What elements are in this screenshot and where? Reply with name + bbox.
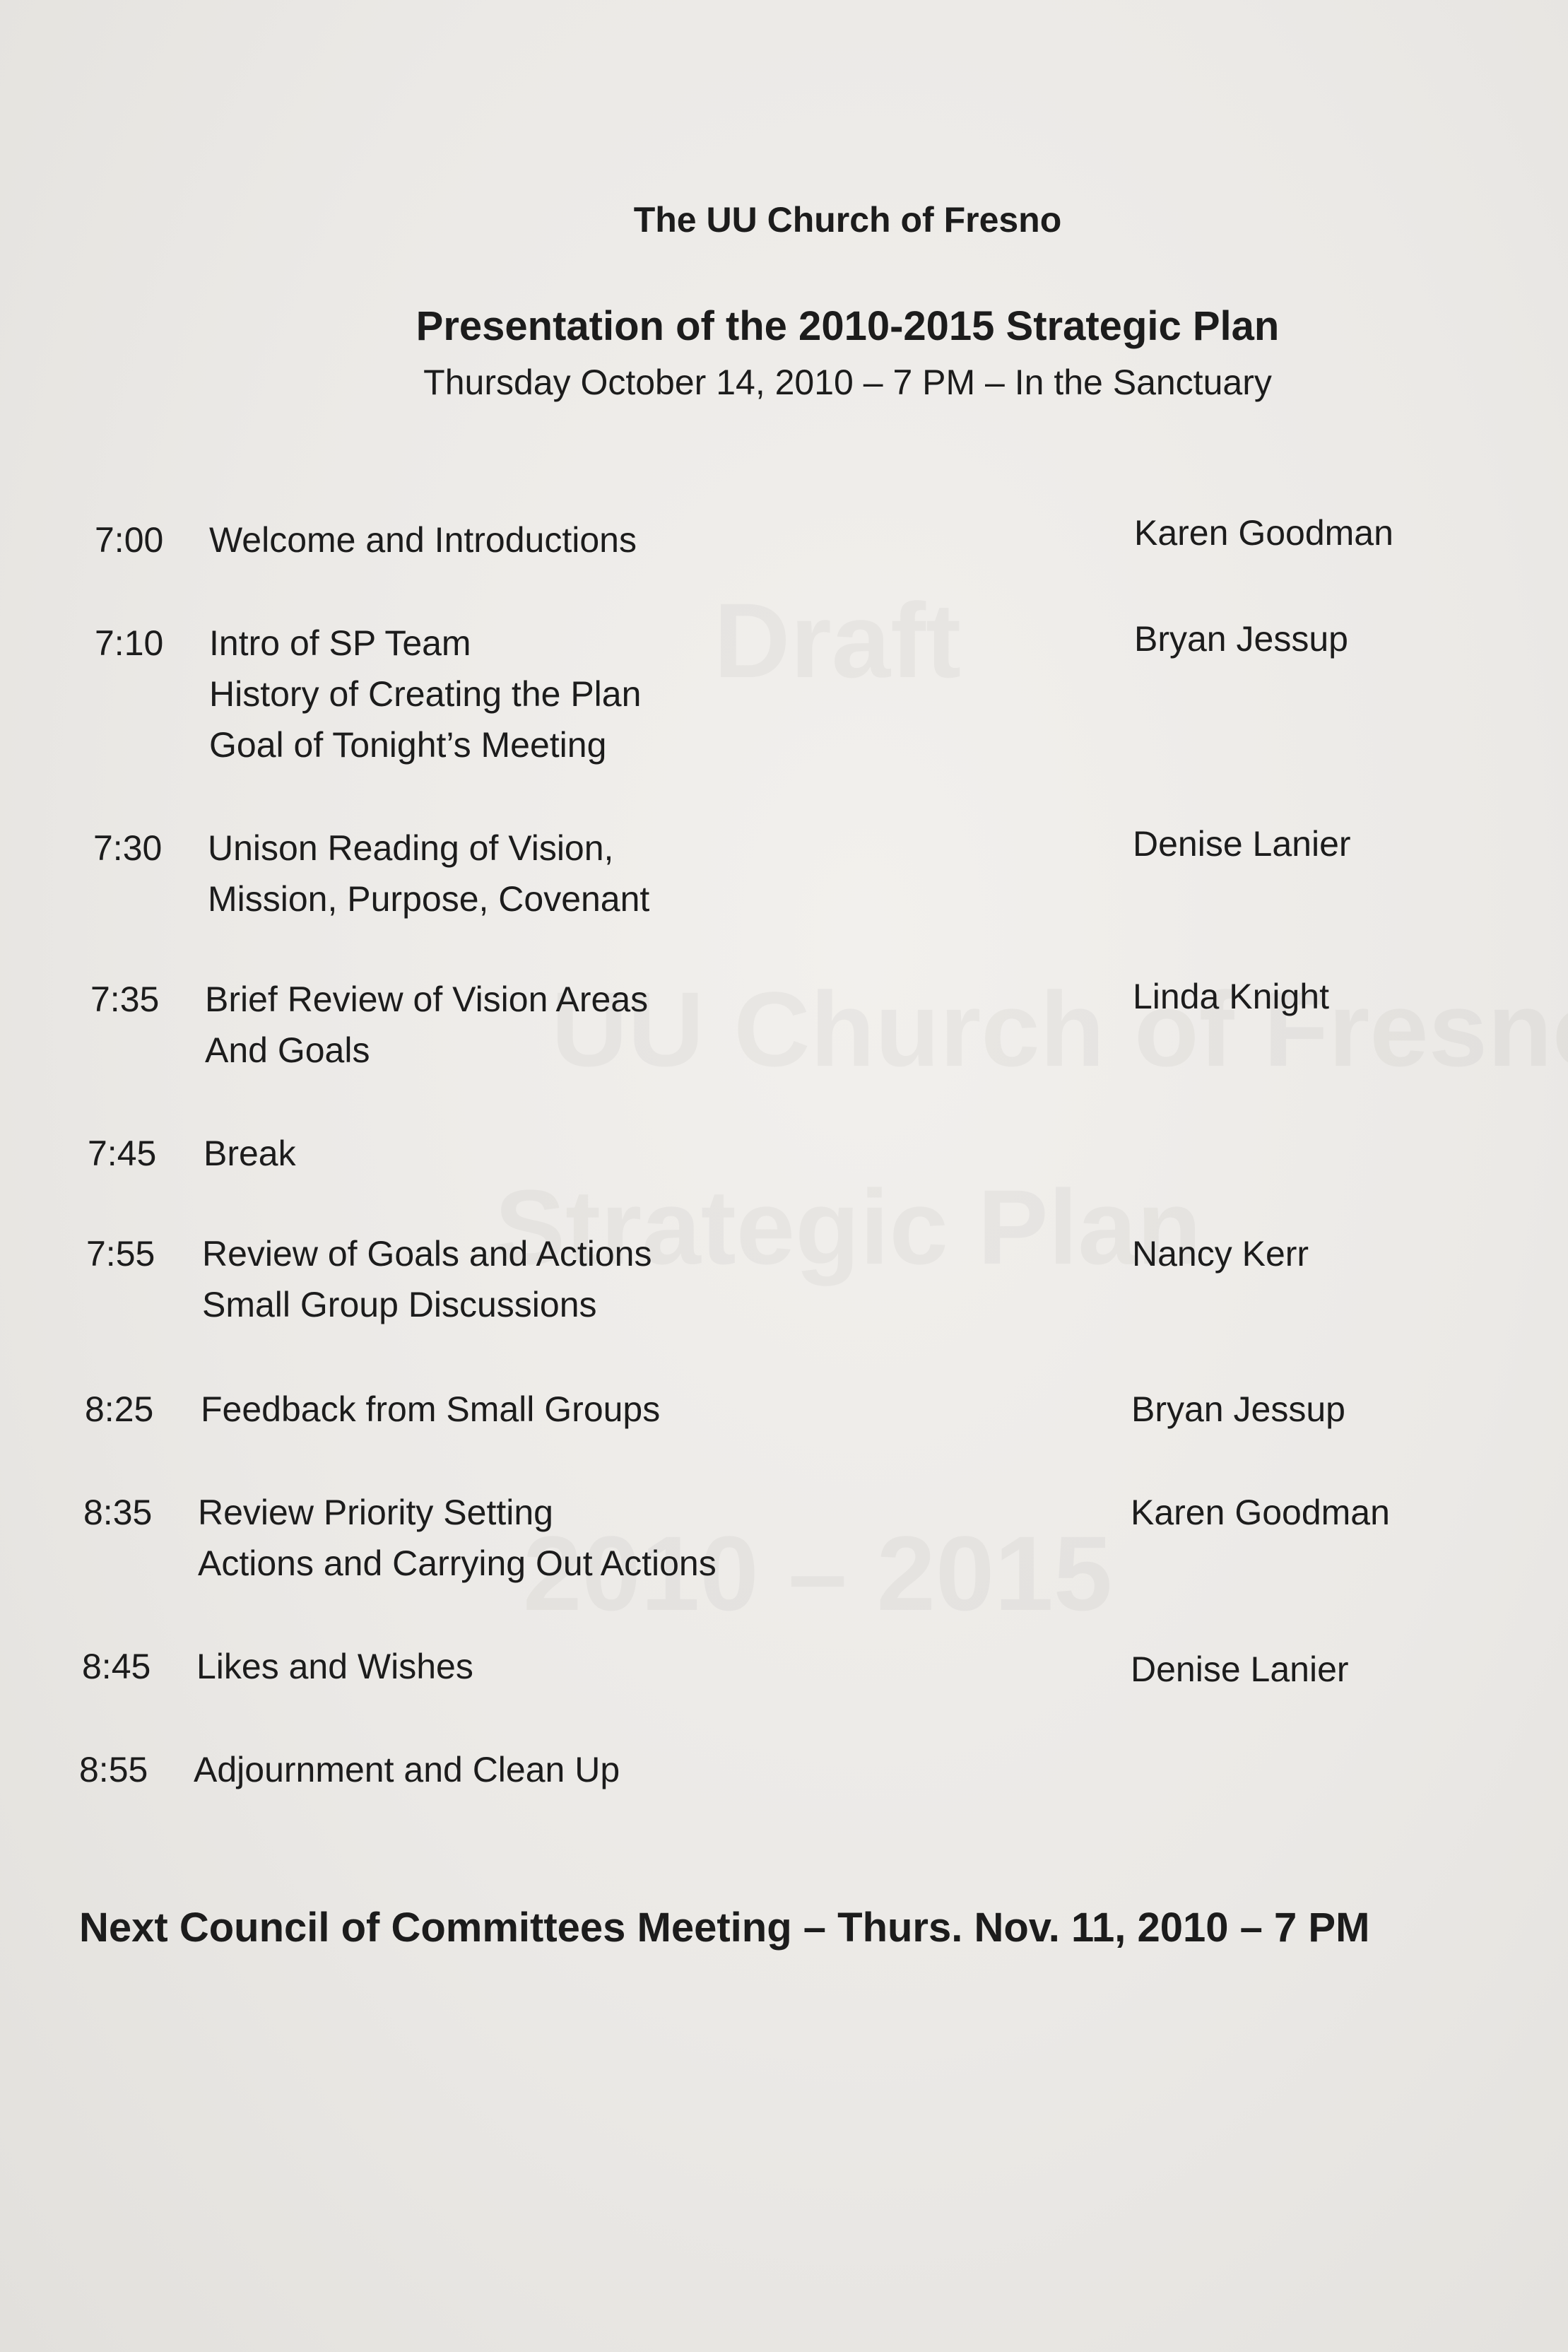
agenda-line: Small Group Discussions (202, 1285, 597, 1324)
agenda-description (196, 1641, 1115, 1692)
agenda-presenter: Denise Lanier (1133, 824, 1351, 864)
agenda-description (198, 1487, 1116, 1589)
agenda-description (209, 514, 1128, 565)
agenda-description (208, 823, 1126, 924)
agenda-line: Brief Review of Vision Areas (205, 980, 649, 1019)
agenda-description (194, 1744, 1112, 1795)
agenda-description (204, 1128, 1122, 1179)
agenda-line: Mission, Purpose, Covenant (208, 879, 650, 919)
agenda-time: 8:45 (82, 1647, 151, 1686)
agenda-time: 7:55 (86, 1234, 155, 1274)
agenda-presenter: Karen Goodman (1134, 513, 1393, 553)
agenda-line: Welcome and Introductions (209, 520, 637, 560)
agenda-line: Review of Goals and Actions (202, 1234, 652, 1274)
agenda-presenter: Nancy Kerr (1132, 1234, 1309, 1274)
agenda-presenter: Bryan Jessup (1131, 1389, 1345, 1429)
agenda-description (201, 1384, 1119, 1435)
agenda-line: And Goals (205, 1030, 370, 1070)
agenda-time: 8:35 (83, 1493, 153, 1532)
agenda-presenter: Bryan Jessup (1134, 619, 1348, 659)
document-title: Presentation of the 2010-2015 Strategic Plan (415, 303, 1280, 349)
agenda-time: 7:30 (93, 828, 163, 868)
organization-name: The UU Church of Fresno (633, 200, 1062, 240)
agenda-time: 7:10 (95, 623, 164, 663)
agenda-line: Intro of SP Team (209, 623, 471, 663)
agenda-time: 8:25 (85, 1389, 154, 1429)
agenda-time: 8:55 (79, 1750, 148, 1789)
agenda-time: 7:35 (90, 980, 160, 1019)
agenda-line: History of Creating the Plan (209, 674, 642, 714)
agenda-description (205, 974, 1124, 1076)
agenda-presenter: Karen Goodman (1131, 1493, 1390, 1532)
agenda-line: Break (204, 1134, 296, 1173)
agenda-time: 7:00 (95, 520, 164, 560)
document-subtitle: Thursday October 14, 2010 – 7 PM – In the Sanctuary (423, 363, 1272, 402)
agenda-time: 7:45 (88, 1134, 157, 1173)
agenda-presenter: Denise Lanier (1131, 1650, 1349, 1689)
agenda-presenter: Linda Knight (1133, 977, 1330, 1016)
agenda-line: Feedback from Small Groups (201, 1389, 661, 1429)
agenda-line: Adjournment and Clean Up (194, 1750, 620, 1789)
agenda-line: Actions and Carrying Out Actions (198, 1544, 717, 1583)
agenda-line: Unison Reading of Vision, (208, 828, 614, 868)
agenda-description (209, 618, 1128, 770)
agenda-line: Likes and Wishes (196, 1647, 473, 1686)
agenda-line: Goal of Tonight’s Meeting (209, 725, 607, 765)
agenda-description (202, 1228, 1121, 1330)
agenda-line: Review Priority Setting (198, 1493, 553, 1532)
next-meeting-notice: Next Council of Committees Meeting – Thurs. Nov. 11, 2010 – 7 PM (79, 1905, 1370, 1951)
